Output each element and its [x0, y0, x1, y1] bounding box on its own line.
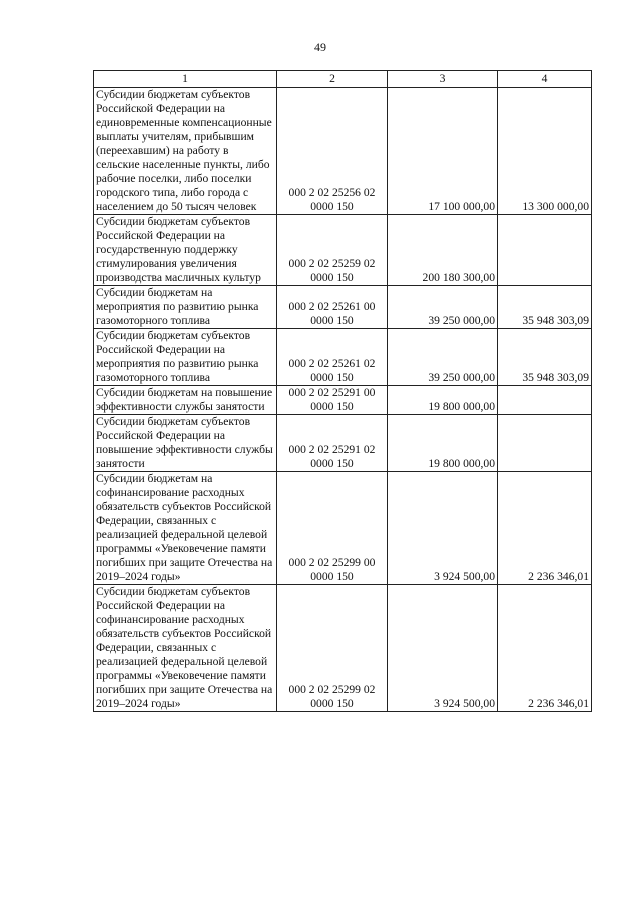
row-value-col3: 17 100 000,00 — [388, 88, 498, 215]
column-header-1: 1 — [94, 71, 277, 88]
row-value-col3: 19 800 000,00 — [388, 415, 498, 472]
table-row — [94, 286, 592, 329]
row-name: Субсидии бюджетам субъектов Российской Федерации на софинансирование расходных обязательств субъектов Российской Федерации, связанных с реализацией федеральной целевой программы «Увековечение памяти погибших при защите Отечества на 2019–2024 годы» — [94, 585, 277, 712]
row-value-col4 — [498, 415, 592, 472]
row-value-col4 — [498, 215, 592, 286]
page-number: 49 — [314, 40, 326, 54]
row-name: Субсидии бюджетам субъектов Российской Федерации на государственную поддержку стимулирования увеличения производства масличных культур — [94, 215, 277, 286]
row-code: 000 2 02 25261 02 0000 150 — [277, 329, 388, 386]
row-name: Субсидии бюджетам субъектов Российской Федерации на единовременные компенсационные выплаты учителям, прибывшим (переехавшим) на работу в сельские населенные пункты, либо рабочие поселки, либо поселки городского типа, либо города с населением до 50 тысяч человек — [94, 88, 277, 215]
table-row — [94, 386, 592, 415]
row-name: Субсидии бюджетам субъектов Российской Федерации на повышение эффективности службы занятости — [94, 415, 277, 472]
row-value-col3: 3 924 500,00 — [388, 472, 498, 585]
row-value-col3: 39 250 000,00 — [388, 286, 498, 329]
column-header-2: 2 — [277, 71, 388, 88]
row-code: 000 2 02 25261 00 0000 150 — [277, 286, 388, 329]
row-name: Субсидии бюджетам на повышение эффективности службы занятости — [94, 386, 277, 415]
row-value-col4: 13 300 000,00 — [498, 88, 592, 215]
row-code: 000 2 02 25259 02 0000 150 — [277, 215, 388, 286]
row-value-col3: 3 924 500,00 — [388, 585, 498, 712]
table-row — [94, 88, 592, 215]
row-name: Субсидии бюджетам на софинансирование расходных обязательств субъектов Российской Федерации, связанных с реализацией федеральной целевой программы «Увековечение памяти погибших при защите Отечества на 2019–2024 годы» — [94, 472, 277, 585]
column-header-4: 4 — [498, 71, 592, 88]
table-row — [94, 215, 592, 286]
column-header-3: 3 — [388, 71, 498, 88]
row-code: 000 2 02 25291 02 0000 150 — [277, 415, 388, 472]
row-code: 000 2 02 25299 00 0000 150 — [277, 472, 388, 585]
row-code: 000 2 02 25299 02 0000 150 — [277, 585, 388, 712]
row-value-col3: 39 250 000,00 — [388, 329, 498, 386]
row-value-col4 — [498, 386, 592, 415]
row-value-col4: 2 236 346,01 — [498, 472, 592, 585]
row-name: Субсидии бюджетам субъектов Российской Федерации на мероприятия по развитию рынка газомоторного топлива — [94, 329, 277, 386]
row-value-col3: 19 800 000,00 — [388, 386, 498, 415]
row-code: 000 2 02 25291 00 0000 150 — [277, 386, 388, 415]
row-name: Субсидии бюджетам на мероприятия по развитию рынка газомоторного топлива — [94, 286, 277, 329]
table-header-row — [94, 71, 592, 88]
row-code: 000 2 02 25256 02 0000 150 — [277, 88, 388, 215]
table-row — [94, 329, 592, 386]
row-value-col4: 35 948 303,09 — [498, 329, 592, 386]
row-value-col3: 200 180 300,00 — [388, 215, 498, 286]
table-row — [94, 585, 592, 712]
budget-table — [93, 70, 592, 712]
row-value-col4: 35 948 303,09 — [498, 286, 592, 329]
table-row — [94, 472, 592, 585]
table-row — [94, 415, 592, 472]
row-value-col4: 2 236 346,01 — [498, 585, 592, 712]
